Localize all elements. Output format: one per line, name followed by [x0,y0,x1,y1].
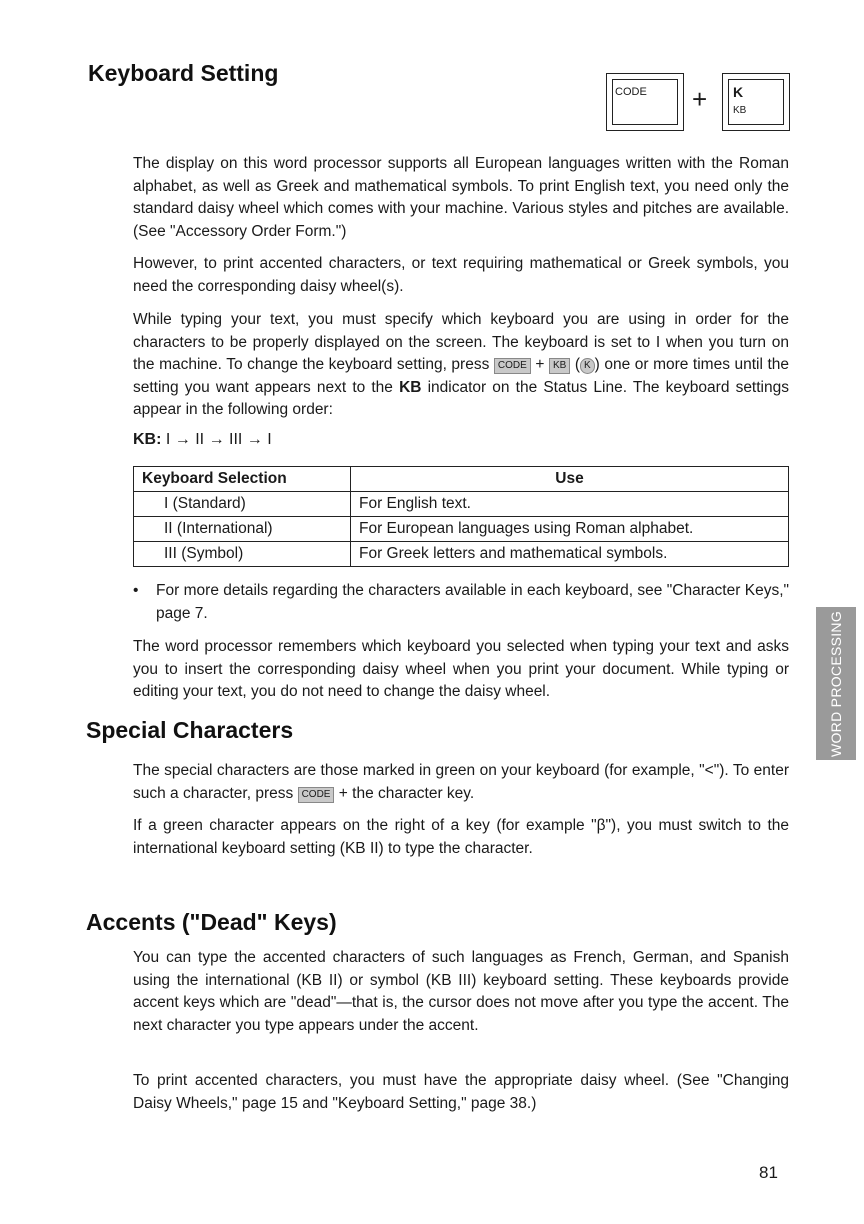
table-row [134,492,789,517]
bullet-character-keys [133,580,789,625]
kb-key-inline-icon: KB [549,358,570,374]
paragraph-display-support: The display on this word processor supports all European languages written with the Roman alphabet, as well as Greek and mathematical symbols. To print English text, you need only the standard daisy wheel which comes with your machine. Various styles and pitches are available. (See "Accessory Order Form.") [133,155,789,240]
k-key-inline-icon: K [580,358,595,374]
bullet-text: For more details regarding the characters available in each keyboard, see "Character Keys," page 7. [156,582,789,622]
paragraph-text-a: While typing your text, you must specify which keyboard you are using in order for the characters to be properly displayed on the screen. The keyboard is set to I when you turn on the machine. To change the keyboard setting, press [133,311,789,373]
paragraph-text-b: + the character key. [338,784,475,802]
code-key-label: CODE [615,86,647,98]
paragraph-text-a: The special characters are those marked in green on your keyboard (for example, "<"). To enter such a character, press [133,762,789,802]
paragraph-keyboard-change: While typing your text, you must specify which keyboard you are using in order for the characters to be properly displayed on the screen. The keyboard is set to I when you turn on the machine. To change the keyboard setting, press CODE + KB ( K ) one or more times until the setting you want appears next to the KB indicator on the Status Line. The keyboard settings appear in the following order: [133,311,790,418]
page-number: 81 [759,1163,778,1182]
section-tab-label: WORD PROCESSING [828,610,844,757]
k-key-sub-label: KB [733,105,747,116]
table-header-use: Use [351,467,789,492]
k-key-icon [722,73,790,131]
paragraph-text-b: one or more times until the setting you want appears next to the [133,356,790,396]
heading-accents-dead-keys: Accents ("Dead" Keys) [86,909,337,935]
paragraph-accented-wheels: However, to print accented characters, or text requiring mathematical or Greek symbols, you need the corresponding daisy wheel(s). [133,255,789,295]
table-row [134,517,789,542]
code-key-icon [606,73,684,131]
kb-label: KB: [133,431,162,448]
table-header-selection: Keyboard Selection [134,467,351,492]
k-key-top-label: K [733,84,744,100]
paragraph-green-character: If a green character appears on the right of a key (for example "β"), you must switch to the international keyboard setting (KB II) to type the character. [133,817,789,857]
table-cell-selection: II (International) [134,517,351,542]
keyboard-selection-table [133,466,789,567]
table-cell-selection: I (Standard) [134,492,351,517]
heading-keyboard-setting: Keyboard Setting [88,60,279,86]
heading-special-characters: Special Characters [86,717,294,743]
section-tab [816,607,856,760]
table-cell-use: For European languages using Roman alphabet. [351,517,789,542]
table-cell-use: For Greek letters and mathematical symbols. [351,542,789,567]
plus-text: + [535,356,545,373]
paragraph-text-c: indicator on the Status Line. The keyboard settings appear in the following order: [133,378,789,418]
paragraph-remembers-keyboard: The word processor remembers which keyboard you selected when typing your text and asks you to insert the corresponding daisy wheel when you print your document. While typing or editing your text, you do not need to change the daisy wheel. [133,638,789,700]
code-key-inline-icon: CODE [494,358,531,374]
kb-indicator-label: KB [399,378,422,396]
kb-sequence: I → II → III → I [165,431,272,448]
plus-sign: + [692,84,708,114]
paragraph-print-accents: To print accented characters, you must have the appropriate daisy wheel. (See "Changing Daisy Wheels," page 15 and "Keyboard Setting," page 38.) [133,1072,789,1112]
code-key-inline-icon: CODE [298,787,335,803]
kb-sequence-line [133,431,272,449]
table-cell-use: For English text. [351,492,789,517]
paragraph-special-characters [133,760,789,805]
table-cell-selection: III (Symbol) [134,542,351,567]
paragraph-accent-keys: You can type the accented characters of such languages as French, German, and Spanish using the international (KB II) or symbol (KB III) keyboard setting. These keyboards provide accent keys which are "dead"—that is, the cursor does not move after you type the accent. The next character you type appears under the accent. [133,949,789,1034]
table-row [134,542,789,567]
table-header-row [134,467,789,492]
bullet-icon: • [133,582,139,599]
